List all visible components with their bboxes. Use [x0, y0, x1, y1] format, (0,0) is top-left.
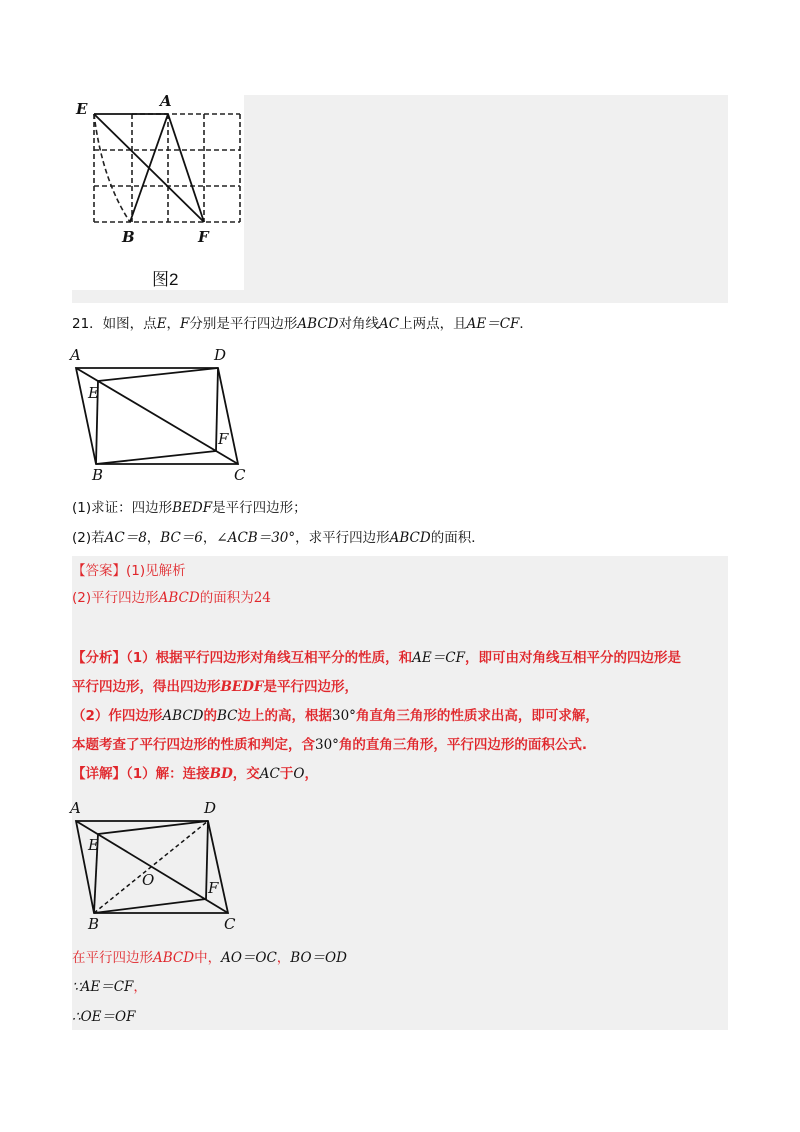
label-D: D [214, 346, 227, 364]
label-B: B [88, 915, 100, 933]
label-C: C [234, 466, 246, 484]
q21-part1: (1)求证：四边形BEDF是平行四边形； [72, 500, 307, 516]
detail-line4: ∴OE＝OF [72, 1009, 136, 1025]
label-E: E [76, 100, 88, 118]
label-D: D [204, 799, 217, 817]
label-E: E [88, 836, 99, 854]
label-A: A [70, 799, 81, 817]
diagonal-AC [76, 368, 238, 464]
detail-line2: 在平行四边形ABCD中，AO＝OC，BO＝OD [72, 950, 347, 966]
segment-ED [98, 368, 218, 381]
diagonal-BD-dashed [94, 821, 208, 913]
answer-line1: 【答案】(1)见解析 [72, 563, 186, 579]
label-F: F [218, 430, 229, 448]
detail-line1: 【详解】（1）解：连接BD，交AC于O， [72, 766, 318, 782]
parallelogram-figure-1 [68, 344, 258, 484]
analysis-line1: 【分析】（1）根据平行四边形对角线互相平分的性质，和AE＝CF，即可由对角线互相平分的四边形是 [72, 650, 681, 666]
label-E: E [88, 384, 99, 402]
q21-part2: (2)若AC＝8，BC＝6，∠ACB＝30°，求平行四边形ABCD的面积． [72, 530, 485, 546]
label-A: A [70, 346, 81, 364]
segment-FB [96, 451, 216, 464]
segment-EF [94, 114, 204, 222]
label-B: B [122, 228, 135, 246]
segment-AF [168, 114, 204, 222]
segment-FB [94, 899, 206, 913]
analysis-line2: 平行四边形，得出四边形BEDF是平行四边形， [72, 679, 358, 695]
label-B: B [92, 466, 104, 484]
label-F: F [208, 879, 219, 897]
label-F: F [198, 228, 209, 246]
figure-caption: 图2 [152, 270, 179, 289]
q21-stem: 21．如图，点E，F分别是平行四边形ABCD对角线AC上两点，且AE＝CF． [72, 316, 533, 332]
analysis-line4: 本题考查了平行四边形的性质和判定，含30°角的直角三角形，平行四边形的面积公式. [72, 737, 588, 753]
parallelogram-figure-2 [68, 795, 258, 935]
label-A: A [160, 92, 172, 110]
segment-ED [98, 821, 208, 834]
label-O: O [142, 871, 155, 889]
solution-box-top [244, 95, 728, 302]
answer-line2: (2)平行四边形ABCD的面积为24 [72, 590, 271, 606]
detail-line3: ∵AE＝CF， [72, 979, 147, 995]
analysis-line3: （2）作四边形ABCD的BC边上的高，根据30°角直角三角形的性质求出高，即可求解， [72, 708, 599, 724]
curve-EB [94, 114, 130, 222]
label-C: C [224, 915, 236, 933]
